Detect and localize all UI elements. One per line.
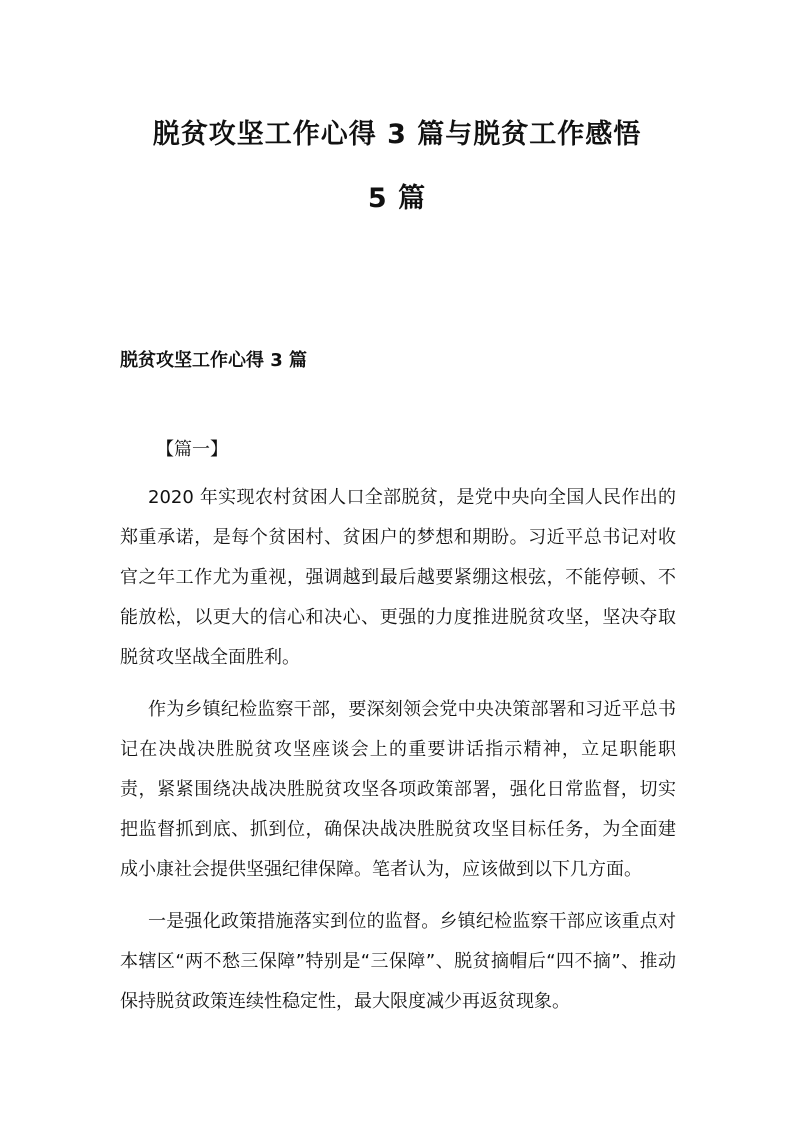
section-heading: 脱贫攻坚工作心得 3 篇 <box>120 350 308 371</box>
document-title-line-1: 脱贫攻坚工作心得 3 篇与脱贫工作感悟 <box>152 119 642 150</box>
paragraph-2: 作为乡镇纪检监察干部，要深刻领会党中央决策部署和习近平总书记在决战决胜脱贫攻坚座谈会上的重要讲话指示精神，立足职能职责，紧紧围绕决战决胜脱贫攻坚各项政策部署，强化日常监督，切实把监督抓到底、抓到位，确保决战决胜脱贫攻坚目标任务，为全面建成小康社会提供坚强纪律保障。笔者认为，应该做到以下几方面。 <box>120 699 676 880</box>
paragraph-1: 2020 年实现农村贫困人口全部脱贫，是党中央向全国人民作出的郑重承诺，是每个贫困村、贫困户的梦想和期盼。习近平总书记对收官之年工作尤为重视，强调越到最后越要紧绷这根弦，不能停顿、不能放松，以更大的信心和决心、更强的力度推进脱贫攻坚，坚决夺取脱贫攻坚战全面胜利。 <box>120 487 676 668</box>
paragraph-3: 一是强化政策措施落实到位的监督。乡镇纪检监察干部应该重点对本辖区“两不愁三保障”特别是“三保障”、脱贫摘帽后“四不摘”、推动保持脱贫政策连续性稳定性，最大限度减少再返贫现象。 <box>120 911 676 1012</box>
part-label: 【篇一】 <box>156 439 228 460</box>
document-title-line-2: 5 篇 <box>367 183 427 214</box>
